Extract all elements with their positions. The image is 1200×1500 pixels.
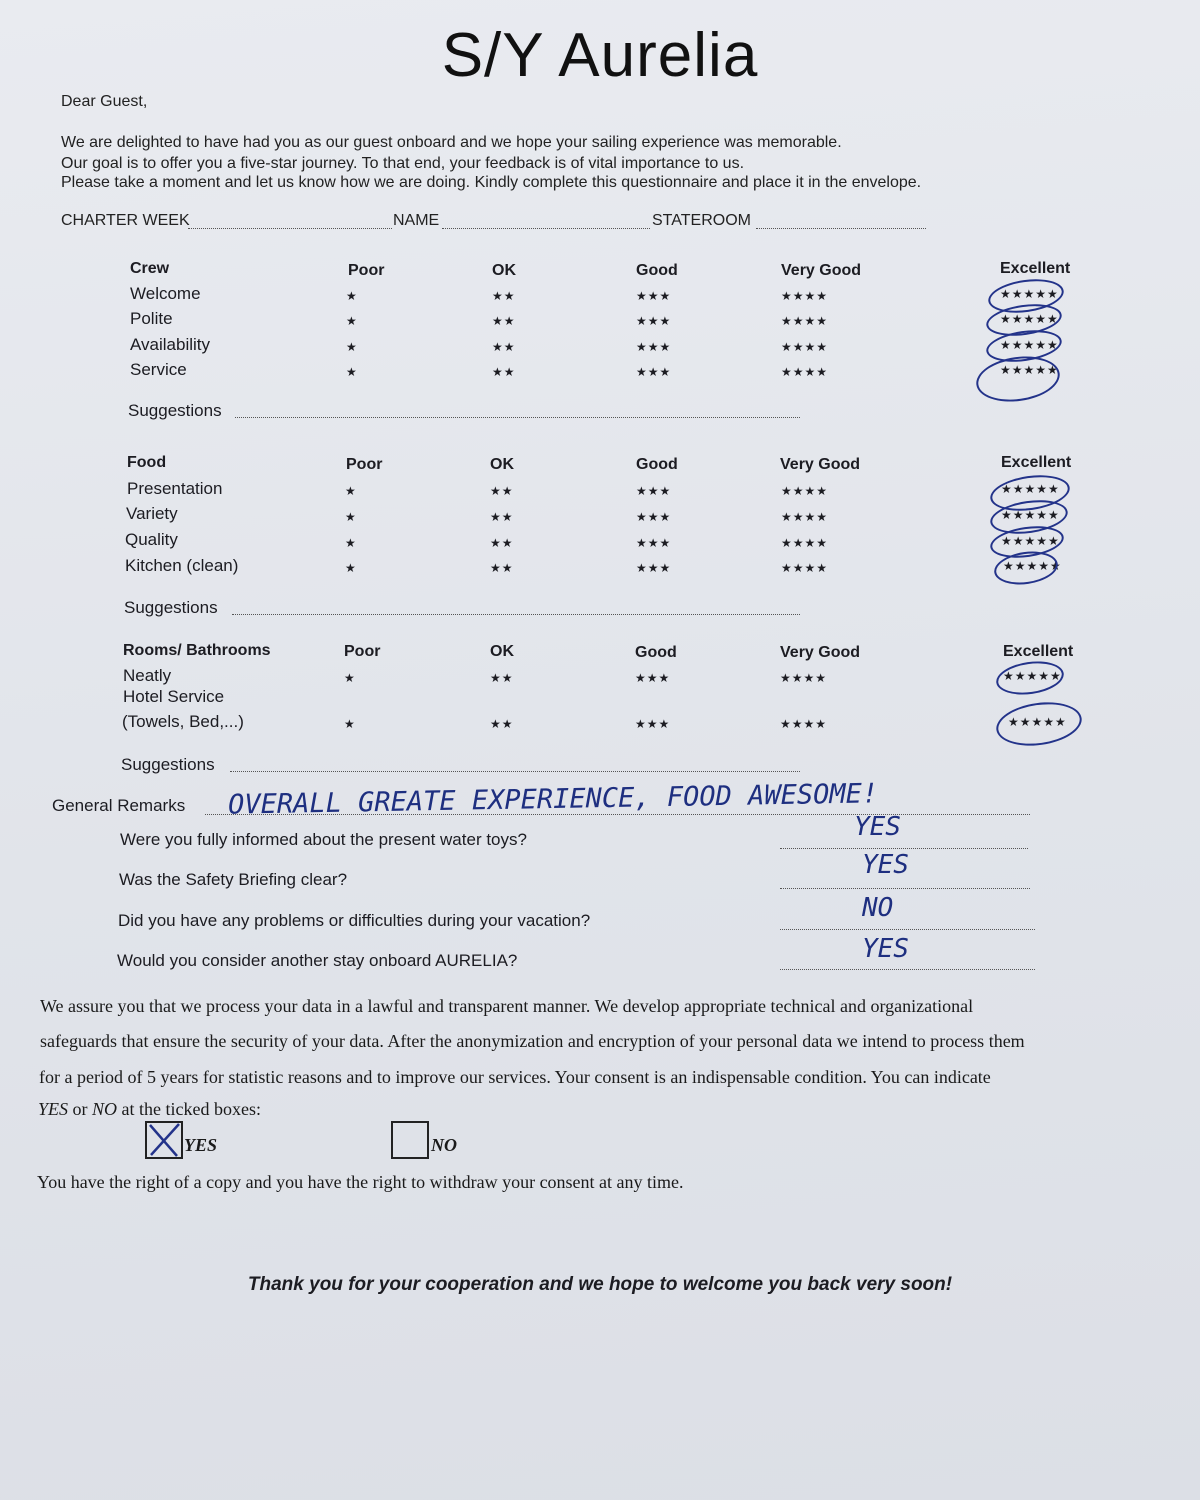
food-very-good-header: Very Good [780, 456, 861, 473]
rooms-heading: Rooms/ Bathrooms [123, 642, 271, 659]
crew-polite-5star[interactable]: ★★★★★ [1000, 312, 1059, 326]
thank-you-message: Thank you for your cooperation and we hope to welcome you back very soon! [247, 1274, 953, 1295]
answer-water-toys: YES [854, 812, 901, 842]
consent-yes-label: YES [184, 1135, 218, 1155]
crew-item-welcome: Welcome [130, 284, 201, 303]
food-heading: Food [127, 454, 167, 471]
crew-service-3star[interactable]: ★★★ [636, 365, 672, 379]
crew-availability-2star[interactable]: ★★ [492, 340, 516, 354]
food-variety-2star[interactable]: ★★ [490, 510, 514, 524]
rooms-hotel-service-5star[interactable]: ★★★★★ [1008, 715, 1067, 729]
food-presentation-5star[interactable]: ★★★★★ [1001, 482, 1060, 496]
food-kitchen-2star[interactable]: ★★ [490, 561, 514, 575]
food-good-header: Good [636, 456, 678, 473]
food-excellent-header: Excellent [1001, 454, 1072, 471]
consent-no-checkbox[interactable] [391, 1121, 429, 1159]
withdraw-consent-text: You have the right of a copy and you have the right to withdraw your consent at any time. [37, 1172, 684, 1192]
crew-poor-header: Poor [348, 262, 385, 279]
rooms-suggestions-label: Suggestions [121, 755, 215, 774]
food-kitchen-4star[interactable]: ★★★★ [781, 561, 829, 575]
crew-suggestions-label: Suggestions [128, 401, 222, 420]
crew-welcome-4star[interactable]: ★★★★ [781, 289, 829, 303]
crew-service-4star[interactable]: ★★★★ [781, 365, 829, 379]
answer-safety-briefing: YES [862, 850, 909, 880]
food-item-kitchen: Kitchen (clean) [125, 556, 239, 575]
food-variety-1star[interactable]: ★ [345, 510, 357, 524]
intro-line-2: Our goal is to offer you a five-star journey. To that end, your feedback is of vital importance to us. [61, 155, 745, 172]
answer-line-problems[interactable] [780, 915, 1035, 930]
food-presentation-2star[interactable]: ★★ [490, 484, 514, 498]
consent-yes-checkbox[interactable] [145, 1121, 183, 1159]
answer-problems: NO [862, 893, 894, 923]
rooms-suggestions-field[interactable] [230, 757, 800, 772]
food-poor-header: Poor [346, 456, 383, 473]
crew-polite-2star[interactable]: ★★ [492, 314, 516, 328]
food-presentation-1star[interactable]: ★ [345, 484, 357, 498]
privacy-line-1: We assure you that we process your data in a lawful and transparent manner. We develop appropriate technical and organizational [40, 996, 974, 1016]
page-title: S/Y Aurelia [441, 21, 759, 90]
privacy-line-3: for a period of 5 years for statistic reasons and to improve our services. Your consent is an indispensable condition. You can indicate [39, 1067, 991, 1087]
food-variety-4star[interactable]: ★★★★ [781, 510, 829, 524]
rooms-excellent-header: Excellent [1003, 643, 1074, 660]
food-item-quality: Quality [125, 530, 178, 549]
crew-welcome-1star[interactable]: ★ [346, 289, 358, 303]
crew-availability-5star[interactable]: ★★★★★ [1000, 338, 1059, 352]
crew-availability-3star[interactable]: ★★★ [636, 340, 672, 354]
crew-excellent-header: Excellent [1000, 260, 1071, 277]
rooms-neatly-5star[interactable]: ★★★★★ [1003, 669, 1062, 683]
food-quality-2star[interactable]: ★★ [490, 536, 514, 550]
rooms-item-neatly: Neatly [123, 666, 172, 685]
crew-polite-1star[interactable]: ★ [346, 314, 358, 328]
question-water-toys: Were you fully informed about the present water toys? [120, 830, 527, 849]
food-ok-header: OK [490, 456, 514, 473]
crew-polite-4star[interactable]: ★★★★ [781, 314, 829, 328]
crew-service-circled-mark [973, 351, 1062, 406]
question-problems: Did you have any problems or difficulties during your vacation? [118, 911, 591, 930]
rooms-hotel-service-2star[interactable]: ★★ [490, 717, 514, 731]
greeting: Dear Guest, [61, 93, 148, 110]
rooms-hotel-service-1star[interactable]: ★ [344, 717, 356, 731]
crew-very-good-header: Very Good [781, 262, 862, 279]
rooms-good-header: Good [635, 644, 677, 661]
privacy-line-2: safeguards that ensure the security of your data. After the anonymization and encryption of your personal data we intend to process them [40, 1031, 1025, 1051]
checkmark-x-icon [147, 1123, 181, 1157]
crew-item-polite: Polite [130, 309, 173, 328]
intro-line-3: Please take a moment and let us know how we are doing. Kindly complete this questionnaire and place it in the envelope. [61, 174, 922, 191]
crew-welcome-3star[interactable]: ★★★ [636, 289, 672, 303]
food-variety-3star[interactable]: ★★★ [636, 510, 672, 524]
food-presentation-4star[interactable]: ★★★★ [781, 484, 829, 498]
name-label: NAME [393, 212, 440, 229]
rooms-item-hotel-service: Hotel Service [123, 687, 225, 706]
crew-suggestions-field[interactable] [235, 403, 800, 418]
intro-line-1: We are delighted to have had you as our guest onboard and we hope your sailing experience was memorable. [61, 134, 842, 151]
general-remarks-label: General Remarks [52, 796, 186, 815]
rooms-very-good-header: Very Good [780, 644, 861, 661]
rooms-neatly-3star[interactable]: ★★★ [635, 671, 671, 685]
crew-welcome-5star[interactable]: ★★★★★ [1000, 287, 1059, 301]
food-quality-3star[interactable]: ★★★ [636, 536, 672, 550]
rooms-item-towels-bed: (Towels, Bed,...) [122, 712, 244, 731]
crew-service-2star[interactable]: ★★ [492, 365, 516, 379]
rooms-hotel-service-3star[interactable]: ★★★ [635, 717, 671, 731]
stateroom-field[interactable] [756, 214, 926, 229]
rooms-neatly-4star[interactable]: ★★★★ [780, 671, 828, 685]
rooms-ok-header: OK [490, 643, 514, 660]
crew-availability-4star[interactable]: ★★★★ [781, 340, 829, 354]
crew-service-1star[interactable]: ★ [346, 365, 358, 379]
food-kitchen-1star[interactable]: ★ [345, 561, 357, 575]
food-suggestions-field[interactable] [232, 600, 800, 615]
answer-another-stay: YES [862, 934, 909, 964]
food-item-variety: Variety [126, 504, 178, 523]
rooms-neatly-1star[interactable]: ★ [344, 671, 356, 685]
general-remarks-handwritten: OVERALL GREATE EXPERIENCE, FOOD AWESOME! [227, 778, 879, 821]
food-variety-5star[interactable]: ★★★★★ [1001, 508, 1060, 522]
rooms-poor-header: Poor [344, 643, 381, 660]
question-safety-briefing: Was the Safety Briefing clear? [119, 870, 348, 889]
consent-no-label: NO [431, 1135, 457, 1155]
crew-item-availability: Availability [130, 335, 211, 354]
food-quality-4star[interactable]: ★★★★ [781, 536, 829, 550]
food-quality-5star[interactable]: ★★★★★ [1001, 534, 1060, 548]
food-suggestions-label: Suggestions [124, 598, 218, 617]
privacy-line-4: YES or NO at the ticked boxes: [38, 1099, 261, 1119]
rooms-neatly-2star[interactable]: ★★ [490, 671, 514, 685]
name-field[interactable] [442, 214, 650, 229]
stateroom-label: STATEROOM [652, 212, 751, 229]
crew-good-header: Good [636, 262, 678, 279]
crew-heading: Crew [130, 260, 170, 277]
crew-welcome-2star[interactable]: ★★ [492, 289, 516, 303]
food-item-presentation: Presentation [127, 479, 223, 498]
rooms-hotel-service-4star[interactable]: ★★★★ [780, 717, 828, 731]
crew-item-service: Service [130, 360, 187, 379]
answer-line-water-toys[interactable] [780, 834, 1028, 849]
food-kitchen-3star[interactable]: ★★★ [636, 561, 672, 575]
crew-polite-3star[interactable]: ★★★ [636, 314, 672, 328]
question-another-stay: Would you consider another stay onboard AURELIA? [117, 951, 518, 970]
charter-week-field[interactable] [188, 214, 392, 229]
food-quality-1star[interactable]: ★ [345, 536, 357, 550]
charter-week-label: CHARTER WEEK [61, 212, 190, 229]
crew-availability-1star[interactable]: ★ [346, 340, 358, 354]
food-presentation-3star[interactable]: ★★★ [636, 484, 672, 498]
crew-ok-header: OK [492, 262, 516, 279]
crew-service-5star[interactable]: ★★★★★ [1000, 363, 1059, 377]
food-kitchen-5star[interactable]: ★★★★★ [1003, 559, 1062, 573]
